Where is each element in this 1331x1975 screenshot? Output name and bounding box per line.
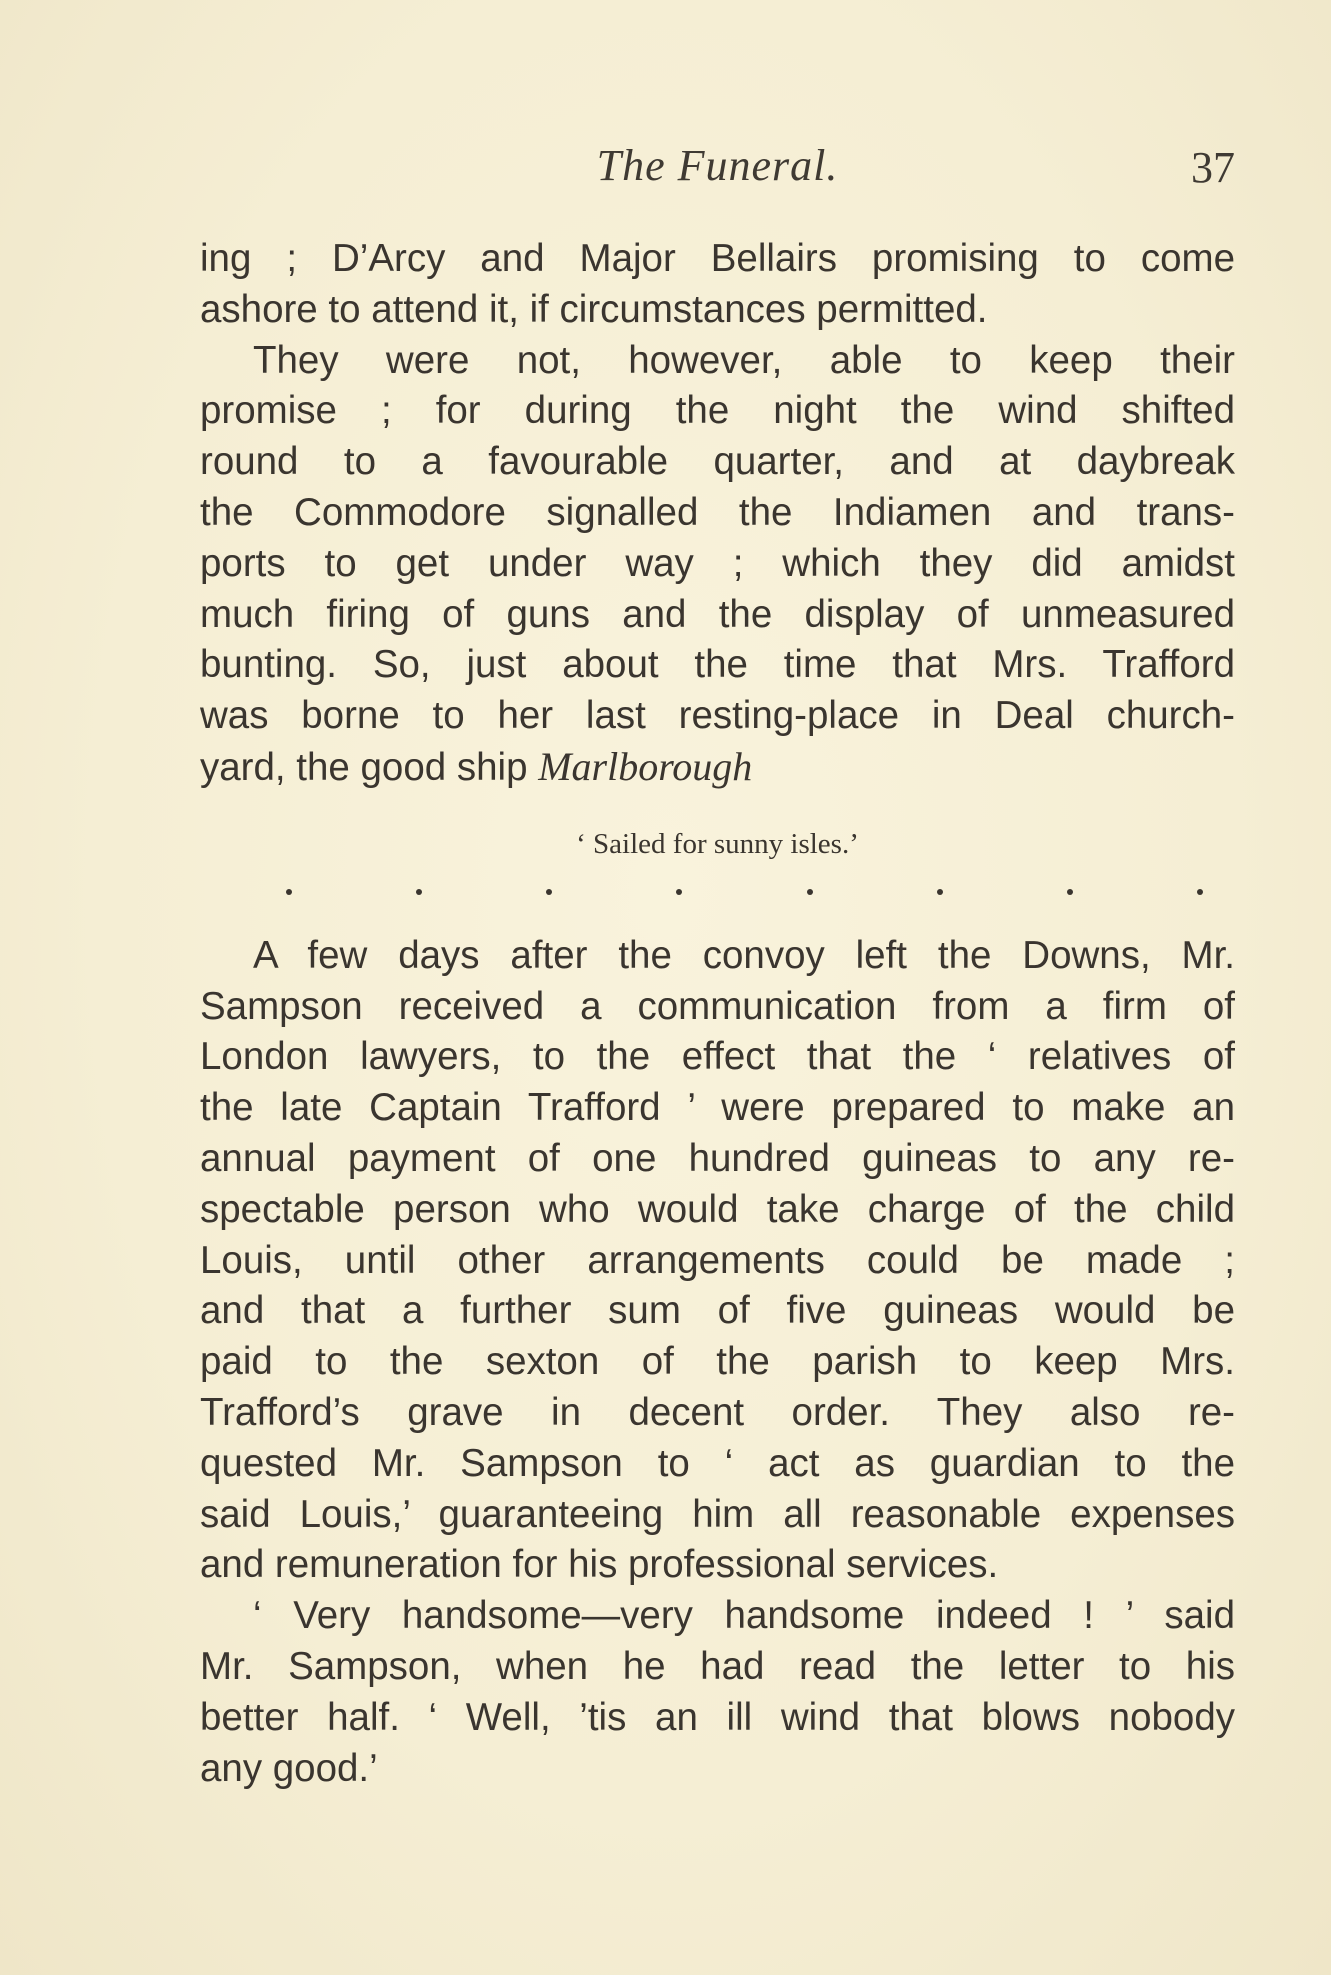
ellipsis-separator <box>200 879 1235 905</box>
running-title: The Funeral. <box>596 141 839 190</box>
text-line: ‘ Very handsome—very handsome indeed ! ’ said <box>253 1594 1235 1638</box>
ellipsis-dot <box>807 889 813 895</box>
text-line: bunting. So, just about the time that Mrs. Trafford <box>200 643 1235 687</box>
text-line: They were not, however, able to keep their <box>253 338 1235 382</box>
text-line: was borne to her last resting-place in Deal church- <box>200 694 1235 738</box>
text-line: ashore to attend it, if circumstances permitted. <box>200 287 988 331</box>
text-line: much firing of guns and the display of unmeasured <box>200 592 1235 636</box>
text-line: said Louis,’ guaranteeing him all reasonable expenses <box>200 1492 1235 1536</box>
ellipsis-dot <box>286 889 292 895</box>
text-line: quested Mr. Sampson to ‘ act as guardian to the <box>200 1441 1235 1485</box>
ellipsis-dot <box>937 889 943 895</box>
text-line: A few days after the convoy left the Downs, Mr. <box>253 933 1235 977</box>
text-line: Mr. Sampson, when he had read the letter to his <box>200 1644 1235 1688</box>
quotation: ‘ Sailed for sunny isles.’ <box>576 827 859 860</box>
body-text <box>200 234 1235 1794</box>
ellipsis-dot <box>546 889 552 895</box>
text-line: the late Captain Trafford ’ were prepared to make an <box>200 1086 1235 1130</box>
page-number: 37 <box>1191 143 1235 192</box>
text-line: the Commodore signalled the Indiamen and trans- <box>200 490 1235 534</box>
text-line: and that a further sum of five guineas would be <box>200 1289 1235 1333</box>
ellipsis-dot <box>1067 889 1073 895</box>
page-header <box>200 140 1235 200</box>
line-text: yard, the good ship <box>200 745 528 789</box>
text-line: round to a favourable quarter, and at daybreak <box>200 440 1235 484</box>
text-line: spectable person who would take charge of the child <box>200 1187 1235 1231</box>
text-line: Louis, until other arrangements could be made ; <box>200 1238 1235 1282</box>
text-line <box>200 742 1235 793</box>
text-line: promise ; for during the night the wind shifted <box>200 389 1235 433</box>
ellipsis-dot <box>1197 889 1203 895</box>
text-line: ing ; D’Arcy and Major Bellairs promising to come <box>200 237 1235 280</box>
ship-name: Marlborough <box>538 743 753 789</box>
ellipsis-dot <box>676 889 682 895</box>
text-line: better half. ‘ Well, ’tis an ill wind that blows nobody <box>200 1695 1235 1739</box>
text-line: Trafford’s grave in decent order. They also re- <box>200 1390 1235 1434</box>
text-line: London lawyers, to the effect that the ‘ relatives of <box>200 1035 1235 1079</box>
text-line: ports to get under way ; which they did amidst <box>200 541 1235 585</box>
text-line: and remuneration for his professional services. <box>200 1543 999 1587</box>
text-line: paid to the sexton of the parish to keep Mrs. <box>200 1340 1235 1384</box>
ellipsis-dot <box>416 889 422 895</box>
text-line: Sampson received a communication from a firm of <box>200 984 1235 1028</box>
text-line: any good.’ <box>200 1746 378 1790</box>
text-line: annual payment of one hundred guineas to any re- <box>200 1136 1235 1180</box>
